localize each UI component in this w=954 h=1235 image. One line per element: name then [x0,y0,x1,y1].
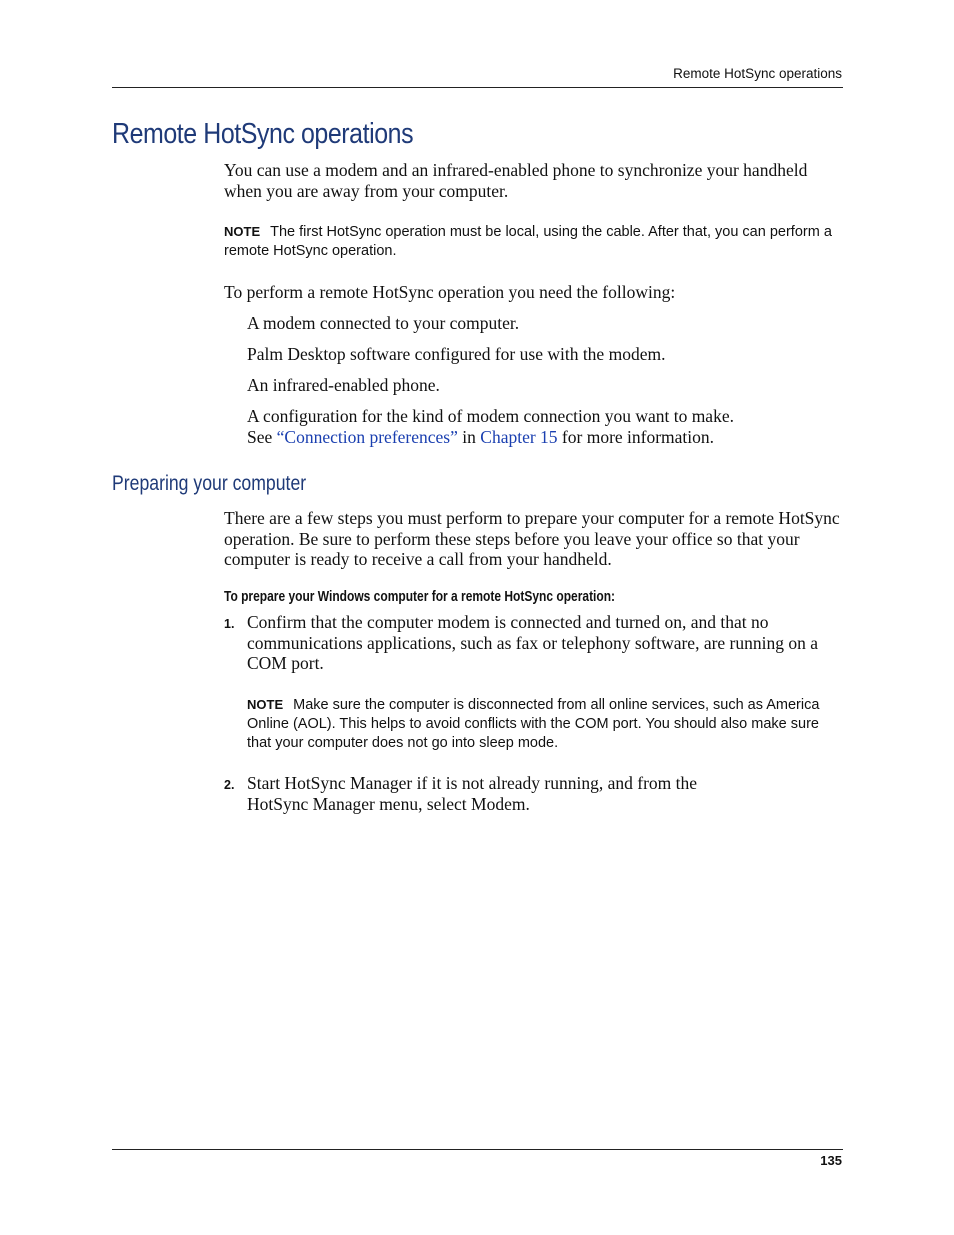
connection-preferences-link[interactable]: “Connection preferences” [276,426,458,447]
section-intro: You can use a modem and an infrared-enabled phone to synchronize your handheld when you are away from your computer. [224,160,808,201]
note-local-sync [224,222,844,261]
note-text: Make sure the computer is disconnected from all online services, such as America Online (AOL). This helps to avoid conflicts with the COM port. You should also make sure that your computer does not go into sleep mode. [247,697,820,751]
see-prefix: See [247,426,277,447]
section-title: Remote HotSync operations [112,118,414,150]
requirement-config: A configuration for the kind of modem connection you want to make. [247,406,734,426]
header-rule [112,87,843,88]
note-label: NOTE [247,697,284,712]
procedure-title: To prepare your Windows computer for a remote HotSync operation: [224,588,616,605]
see-reference [247,427,827,448]
step-text: Confirm that the computer modem is connected and turned on, and that no communications applications, such as fax or telephony software, are running on a COM port. [247,612,819,673]
see-mid: in [457,426,481,447]
subsection-intro: There are a few steps you must perform to prepare your computer for a remote HotSync operation. Be sure to perform these steps before you leave your office so that your computer is ready to receive a call from your handheld. [224,508,840,569]
note-online-services [247,695,827,753]
requirement-item: An infrared-enabled phone. [247,375,440,395]
chapter-15-link[interactable]: Chapter 15 [480,426,558,447]
step-number: 2. [224,778,235,792]
page-number: 135 [820,1153,842,1168]
see-suffix: for more information. [557,426,715,447]
requirement-item: A modem connected to your computer. [247,313,520,333]
requirements-lead: To perform a remote HotSync operation you need the following: [224,282,676,302]
note-text: The first HotSync operation must be local, using the cable. After that, you can perform a remote HotSync operation. [224,224,832,259]
running-header: Remote HotSync operations [673,66,842,81]
requirement-item [247,406,827,447]
step-number: 1. [224,617,235,631]
step-text: Start HotSync Manager if it is not already running, and from the HotSync Manager menu, select Modem. [247,773,698,814]
note-label: NOTE [224,224,261,239]
requirement-item: Palm Desktop software configured for use with the modem. [247,344,666,364]
subsection-title: Preparing your computer [112,472,307,495]
footer-rule [112,1149,843,1150]
